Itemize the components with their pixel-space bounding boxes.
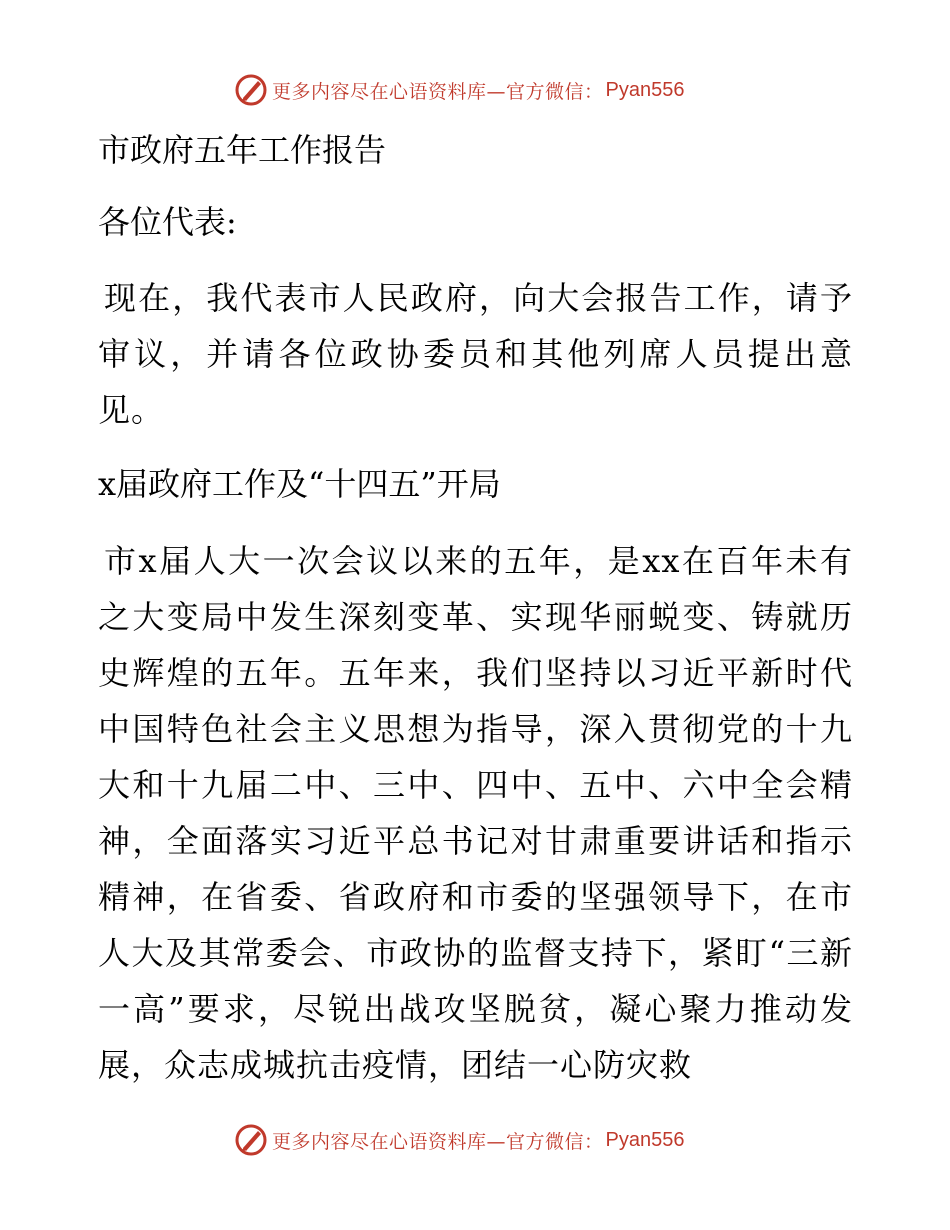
watermark-account: Pyan556 [605, 1128, 685, 1151]
watermark-account: Pyan556 [605, 78, 685, 101]
watermark-text: 更多内容尽在心语资料库—官方微信： [272, 80, 604, 103]
footer-watermark [234, 1122, 684, 1158]
pen-logo-icon [234, 73, 268, 107]
salutation: 各位代表: [98, 203, 237, 241]
watermark-text: 更多内容尽在心语资料库—官方微信： [272, 1130, 604, 1153]
section-heading: x届政府工作及“十四五”开局 [98, 465, 501, 503]
document-title: 市政府五年工作报告 [98, 131, 387, 169]
pen-logo-icon [234, 1123, 268, 1157]
intro-paragraph: 现在，我代表市人民政府，向大会报告工作，请予审议，并请各位政协委员和其他列席人员提出意见。 [98, 279, 853, 429]
header-watermark [234, 72, 684, 108]
body-paragraph: 市x届人大一次会议以来的五年，是xx在百年未有之大变局中发生深刻变革、实现华丽蜕变、铸就历史辉煌的五年。五年来，我们坚持以习近平新时代中国特色社会主义思想为指导，深入贯彻党的十九大和十九届二中、三中、四中、五中、六中全会精神，全面落实习近平总书记对甘肃重要讲话和指示精神，在省委、省政府和市委的坚强领导下，在市人大及其常委会、市政协的监督支持下，紧盯“三新一高”要求，尽锐出战攻坚脱贫，凝心聚力推动发展，众志成城抗击疫情，团结一心防灾救 [98, 542, 853, 1084]
